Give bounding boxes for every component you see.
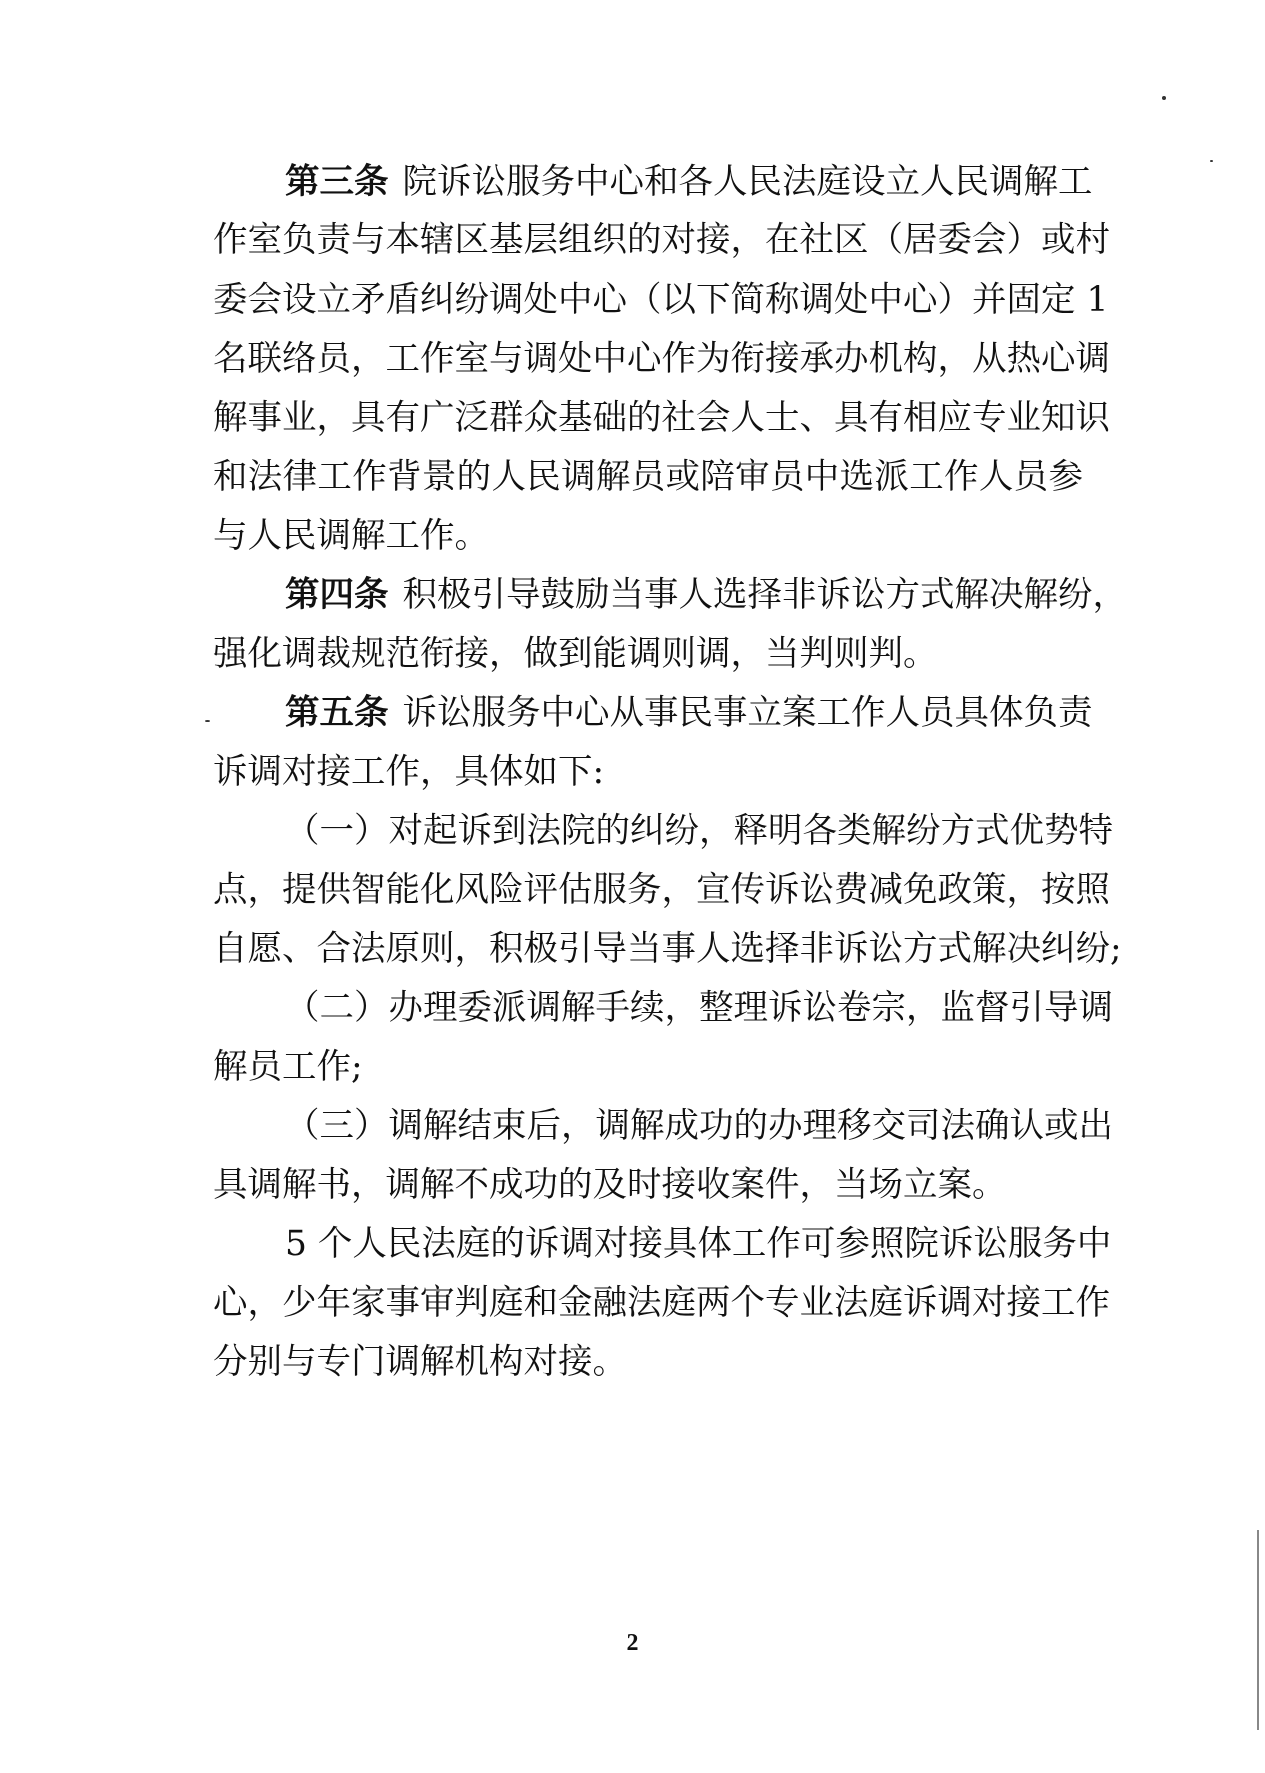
paragraph-article-3-line-1 [285, 160, 1093, 204]
paragraph-article-4-line-1 [285, 573, 1127, 617]
item-1-line-2: 点，提供智能化风险评估服务，宣传诉讼费减免政策，按照 [213, 870, 1110, 910]
paragraph-article-3-line-2: 作室负责与本辖区基层组织的对接，在社区（居委会）或村 [213, 220, 1110, 260]
paragraph-article-3-line-6: 和法律工作背景的人民调解员或陪审员中选派工作人员参 [213, 457, 1083, 497]
page-number: 2 [626, 1630, 639, 1656]
article-label: 第四条 [285, 575, 389, 615]
closing-paragraph-line-3: 分别与专门调解机构对接。 [213, 1342, 627, 1382]
article-label: 第三条 [285, 162, 389, 202]
item-1-line-3: 自愿、合法原则，积极引导当事人选择非诉讼方式解决纠纷; [213, 929, 1122, 969]
paragraph-article-3-line-4: 名联络员，工作室与调处中心作为衔接承办机构，从热心调 [213, 339, 1110, 379]
line-text: 积极引导鼓励当事人选择非诉讼方式解决解纷， [402, 575, 1127, 615]
item-2-line-2: 解员工作; [213, 1047, 363, 1087]
scan-speck [1210, 160, 1213, 162]
paragraph-article-5-line-2: 诉调对接工作，具体如下: [213, 752, 605, 792]
paragraph-article-4-line-2: 强化调裁规范衔接，做到能调则调，当判则判。 [213, 634, 938, 674]
line-text: 诉讼服务中心从事民事立案工作人员具体负责 [402, 693, 1093, 733]
scan-speck [205, 720, 210, 722]
closing-paragraph-line-1: 5 个人民法庭的诉调对接具体工作可参照院诉讼服务中 [285, 1224, 1112, 1264]
item-3-line-2: 具调解书，调解不成功的及时接收案件，当场立案。 [213, 1165, 1007, 1205]
item-2-line-1: （二）办理委派调解手续，整理诉讼卷宗，监督引导调 [285, 988, 1113, 1028]
paragraph-article-5-line-1 [285, 691, 1093, 735]
paragraph-article-3-line-7: 与人民调解工作。 [213, 516, 489, 556]
closing-paragraph-line-2: 心，少年家事审判庭和金融法庭两个专业法庭诉调对接工作 [213, 1283, 1110, 1323]
scan-speck [1162, 96, 1166, 100]
item-1-line-1: （一）对起诉到法院的纠纷，释明各类解纷方式优势特 [285, 811, 1113, 851]
scan-edge-mark [1257, 1530, 1259, 1730]
line-text: 院诉讼服务中心和各人民法庭设立人民调解工 [402, 162, 1093, 202]
article-label: 第五条 [285, 693, 389, 733]
paragraph-article-3-line-3: 委会设立矛盾纠纷调处中心（以下简称调处中心）并固定 1 [213, 280, 1109, 320]
paragraph-article-3-line-5: 解事业，具有广泛群众基础的社会人士、具有相应专业知识 [213, 398, 1110, 438]
item-3-line-1: （三）调解结束后，调解成功的办理移交司法确认或出 [285, 1106, 1113, 1146]
